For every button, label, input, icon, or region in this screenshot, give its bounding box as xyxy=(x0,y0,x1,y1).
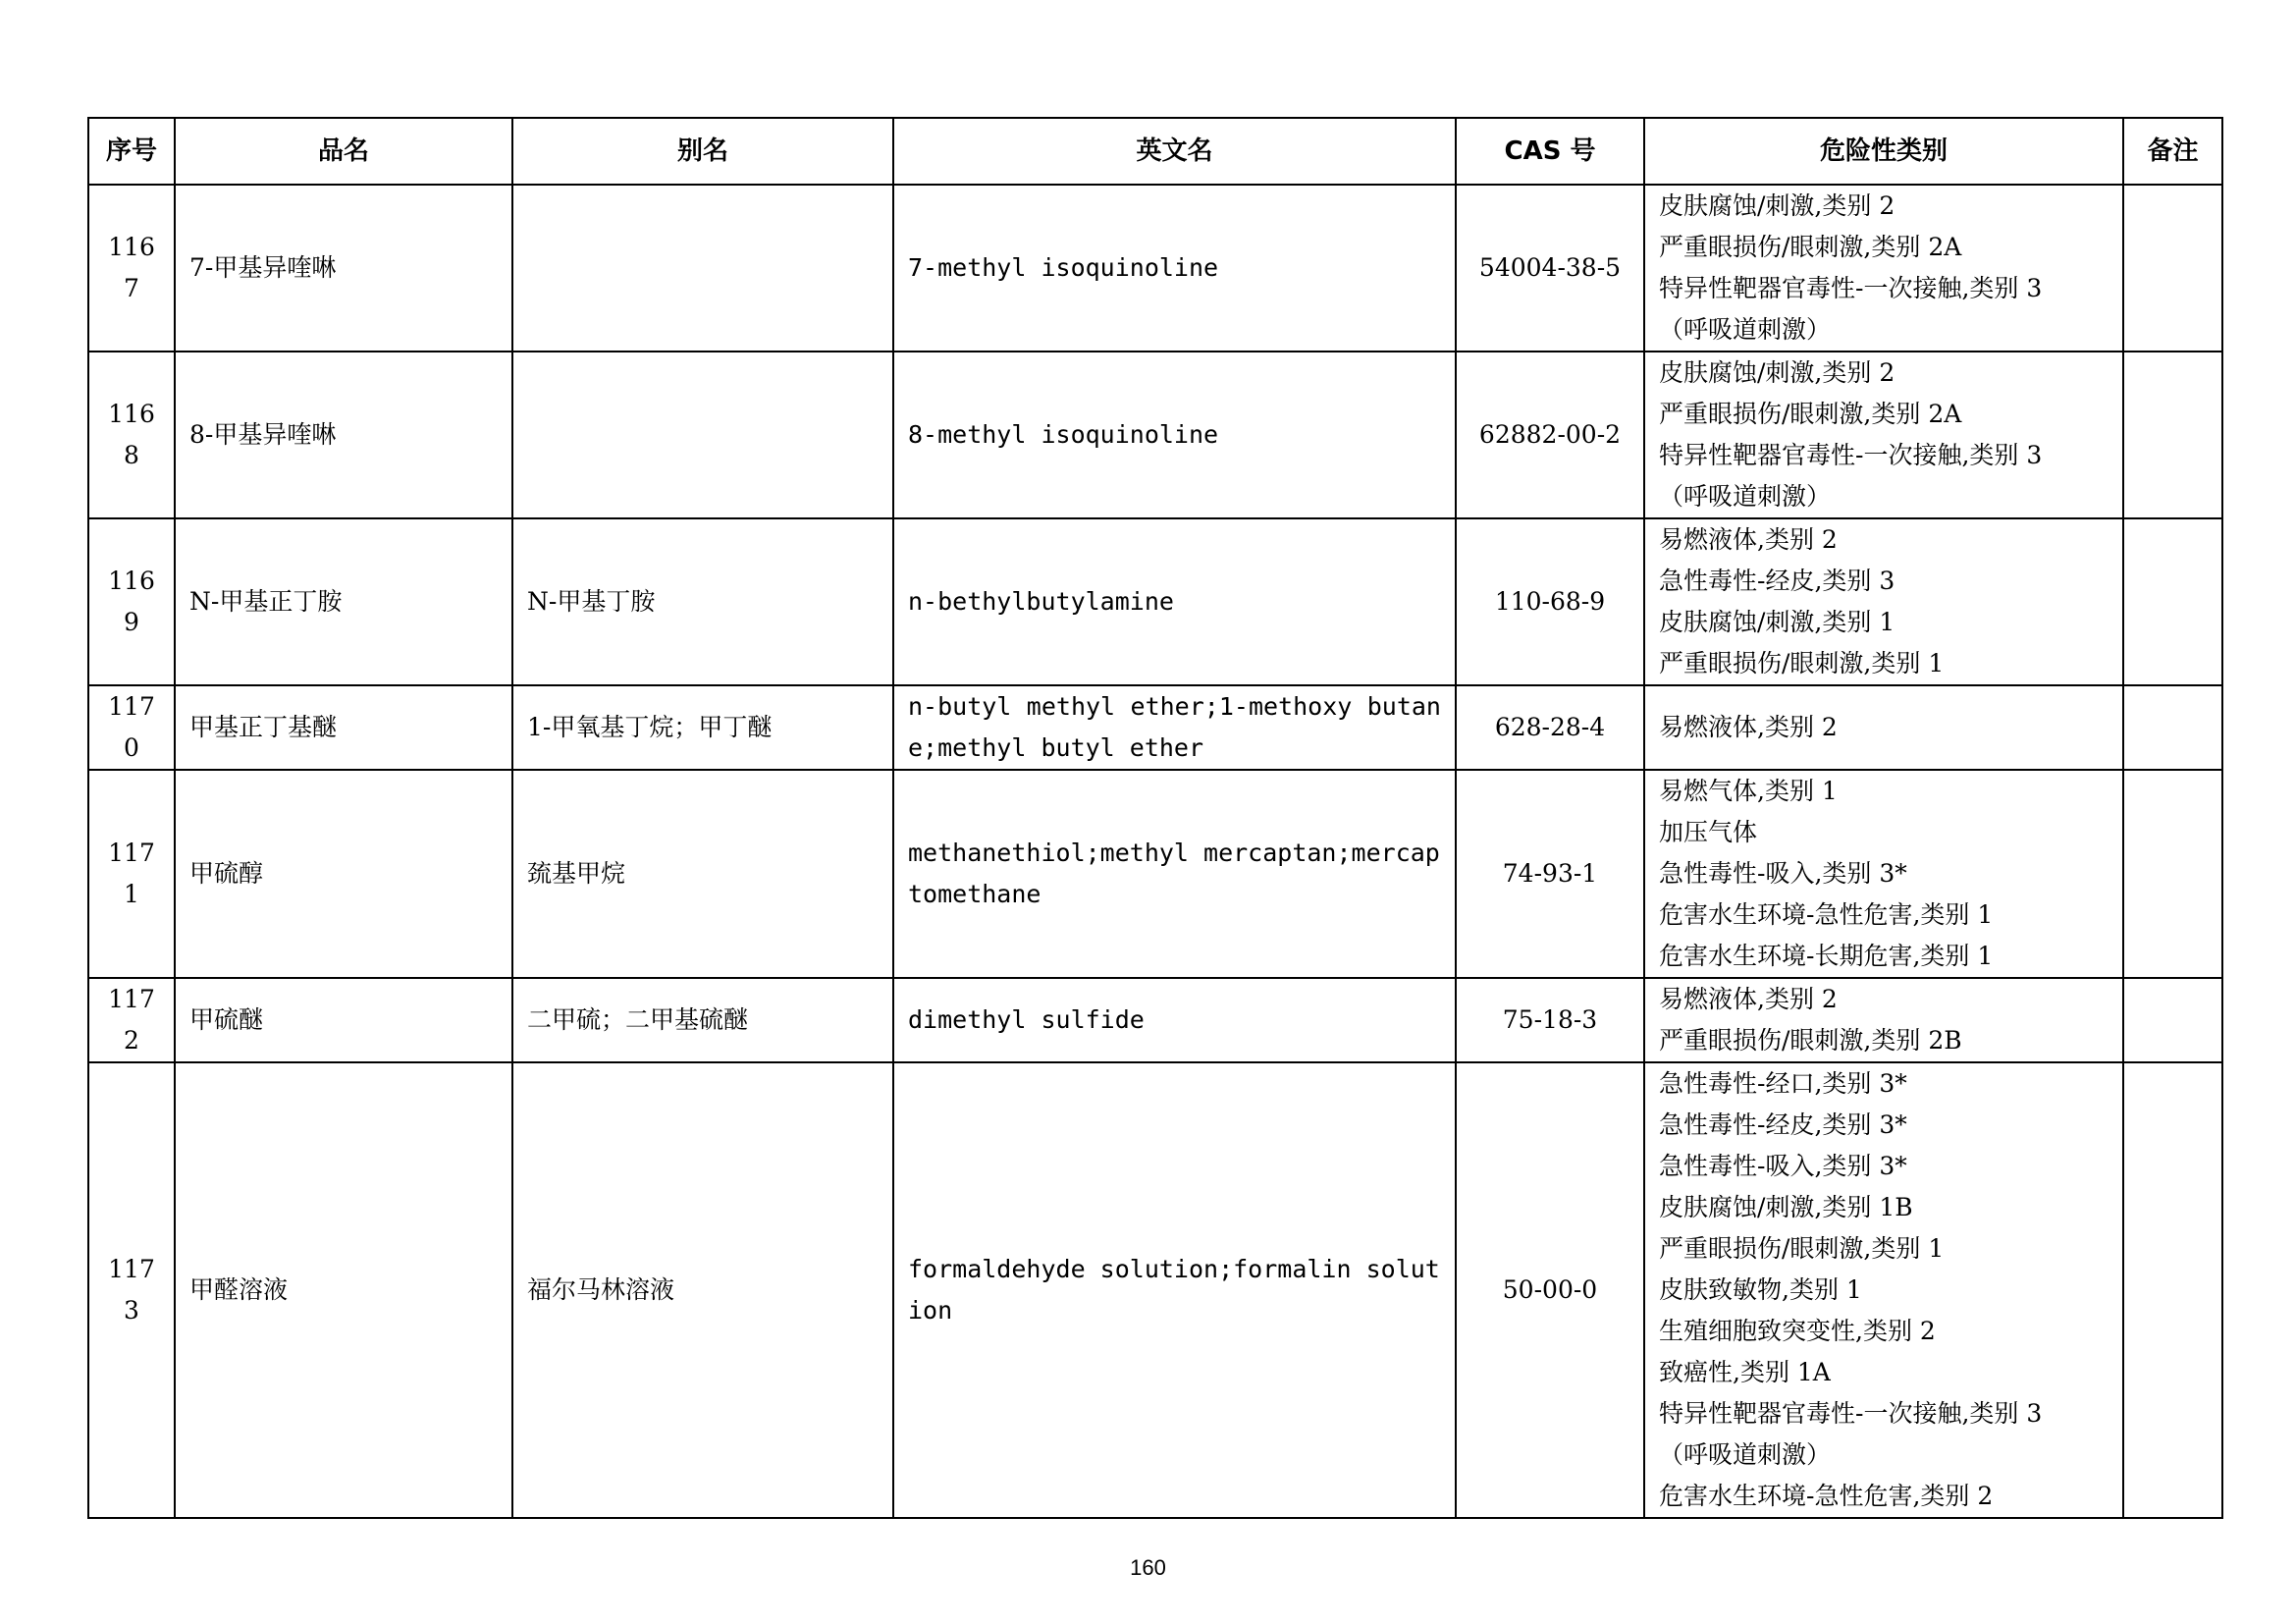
cell-cas: 74-93-1 xyxy=(1456,770,1644,978)
cell-hazard xyxy=(1644,978,2123,1062)
hazard-line: 特异性靶器官毒性-一次接触,类别 3 xyxy=(1659,274,2043,302)
cell-english: methanethiol;methyl mercaptan;mercaptomethane xyxy=(893,770,1456,978)
header-english: 英文名 xyxy=(893,118,1456,185)
header-cas: CAS 号 xyxy=(1456,118,1644,185)
cell-hazard xyxy=(1644,185,2123,352)
hazard-line: 急性毒性-经皮,类别 3 xyxy=(1659,567,1896,595)
cell-no: 1171 xyxy=(88,770,175,978)
hazard-line: 危害水生环境-急性危害,类别 2 xyxy=(1659,1482,1994,1510)
hazard-line: 易燃液体,类别 2 xyxy=(1659,713,1838,741)
hazard-line: 严重眼损伤/眼刺激,类别 2A xyxy=(1659,400,1962,428)
hazard-line: 严重眼损伤/眼刺激,类别 2B xyxy=(1659,1026,1962,1055)
cell-name: 8-甲基异喹啉 xyxy=(175,352,512,518)
cell-cas: 628-28-4 xyxy=(1456,685,1644,770)
cell-cas: 54004-38-5 xyxy=(1456,185,1644,352)
cell-alias: 福尔马林溶液 xyxy=(512,1062,893,1518)
header-no: 序号 xyxy=(88,118,175,185)
hazard-line: 特异性靶器官毒性-一次接触,类别 3 xyxy=(1659,1399,2043,1428)
hazard-line: 急性毒性-经皮,类别 3* xyxy=(1659,1110,1907,1139)
cell-cas: 62882-00-2 xyxy=(1456,352,1644,518)
cell-english: dimethyl sulfide xyxy=(893,978,1456,1062)
cell-alias xyxy=(512,185,893,352)
cell-english: formaldehyde solution;formalin solution xyxy=(893,1062,1456,1518)
cell-remark xyxy=(2123,685,2222,770)
cell-name: 甲硫醇 xyxy=(175,770,512,978)
cell-alias: 1-甲氧基丁烷；甲丁醚 xyxy=(512,685,893,770)
table-row xyxy=(88,352,2222,518)
cell-hazard xyxy=(1644,685,2123,770)
page-number: 160 xyxy=(1130,1555,1166,1580)
cell-english: n-bethylbutylamine xyxy=(893,518,1456,685)
hazard-line: 严重眼损伤/眼刺激,类别 1 xyxy=(1659,649,1945,677)
cell-remark xyxy=(2123,518,2222,685)
cell-alias: 二甲硫；二甲基硫醚 xyxy=(512,978,893,1062)
table-row xyxy=(88,685,2222,770)
hazard-line: 皮肤腐蚀/刺激,类别 1B xyxy=(1659,1193,1913,1221)
header-name: 品名 xyxy=(175,118,512,185)
cell-alias xyxy=(512,352,893,518)
cell-english: n-butyl methyl ether;1-methoxy butane;methyl butyl ether xyxy=(893,685,1456,770)
hazard-line: 皮肤腐蚀/刺激,类别 2 xyxy=(1659,191,1896,220)
cell-hazard xyxy=(1644,770,2123,978)
table-row xyxy=(88,770,2222,978)
hazard-line: 生殖细胞致突变性,类别 2 xyxy=(1659,1317,1936,1345)
header-remark: 备注 xyxy=(2123,118,2222,185)
hazard-line: 危害水生环境-急性危害,类别 1 xyxy=(1659,900,1994,929)
cell-name: 甲硫醚 xyxy=(175,978,512,1062)
cell-cas: 110-68-9 xyxy=(1456,518,1644,685)
hazard-line: 易燃气体,类别 1 xyxy=(1659,777,1838,805)
hazard-line: （呼吸道刺激） xyxy=(1659,1440,1832,1469)
table-row xyxy=(88,185,2222,352)
hazard-line: （呼吸道刺激） xyxy=(1659,315,1832,344)
cell-english: 7-methyl isoquinoline xyxy=(893,185,1456,352)
table-row xyxy=(88,1062,2222,1518)
hazard-line: 急性毒性-吸入,类别 3* xyxy=(1659,859,1907,888)
cell-remark xyxy=(2123,352,2222,518)
hazard-line: 易燃液体,类别 2 xyxy=(1659,525,1838,554)
cell-cas: 75-18-3 xyxy=(1456,978,1644,1062)
cell-name: 甲醛溶液 xyxy=(175,1062,512,1518)
cell-name: 7-甲基异喹啉 xyxy=(175,185,512,352)
cell-hazard xyxy=(1644,352,2123,518)
hazard-line: 危害水生环境-长期危害,类别 1 xyxy=(1659,942,1994,970)
cell-cas: 50-00-0 xyxy=(1456,1062,1644,1518)
hazard-line: 急性毒性-吸入,类别 3* xyxy=(1659,1152,1907,1180)
hazard-line: 皮肤腐蚀/刺激,类别 2 xyxy=(1659,358,1896,387)
hazard-line: （呼吸道刺激） xyxy=(1659,482,1832,511)
cell-no: 1172 xyxy=(88,978,175,1062)
cell-name: 甲基正丁基醚 xyxy=(175,685,512,770)
cell-alias: N-甲基丁胺 xyxy=(512,518,893,685)
cell-remark xyxy=(2123,978,2222,1062)
hazard-line: 严重眼损伤/眼刺激,类别 1 xyxy=(1659,1234,1945,1263)
cell-remark xyxy=(2123,1062,2222,1518)
cell-remark xyxy=(2123,185,2222,352)
cell-no: 1169 xyxy=(88,518,175,685)
hazard-line: 皮肤腐蚀/刺激,类别 1 xyxy=(1659,608,1896,636)
cell-hazard xyxy=(1644,518,2123,685)
cell-no: 1173 xyxy=(88,1062,175,1518)
cell-hazard xyxy=(1644,1062,2123,1518)
cell-alias: 巯基甲烷 xyxy=(512,770,893,978)
header-alias: 别名 xyxy=(512,118,893,185)
hazard-line: 特异性靶器官毒性-一次接触,类别 3 xyxy=(1659,441,2043,469)
hazard-line: 加压气体 xyxy=(1659,818,1758,846)
hazard-line: 皮肤致敏物,类别 1 xyxy=(1659,1275,1862,1304)
cell-name: N-甲基正丁胺 xyxy=(175,518,512,685)
table-row xyxy=(88,978,2222,1062)
hazard-line: 易燃液体,类别 2 xyxy=(1659,985,1838,1013)
cell-english: 8-methyl isoquinoline xyxy=(893,352,1456,518)
table-row xyxy=(88,518,2222,685)
hazardous-chemicals-table xyxy=(87,117,2223,1519)
hazard-line: 严重眼损伤/眼刺激,类别 2A xyxy=(1659,233,1962,261)
table-header-row xyxy=(88,118,2222,185)
cell-remark xyxy=(2123,770,2222,978)
header-hazard: 危险性类别 xyxy=(1644,118,2123,185)
hazard-line: 急性毒性-经口,类别 3* xyxy=(1659,1069,1907,1098)
cell-no: 1167 xyxy=(88,185,175,352)
cell-no: 1170 xyxy=(88,685,175,770)
cell-no: 1168 xyxy=(88,352,175,518)
hazard-line: 致癌性,类别 1A xyxy=(1659,1358,1831,1386)
